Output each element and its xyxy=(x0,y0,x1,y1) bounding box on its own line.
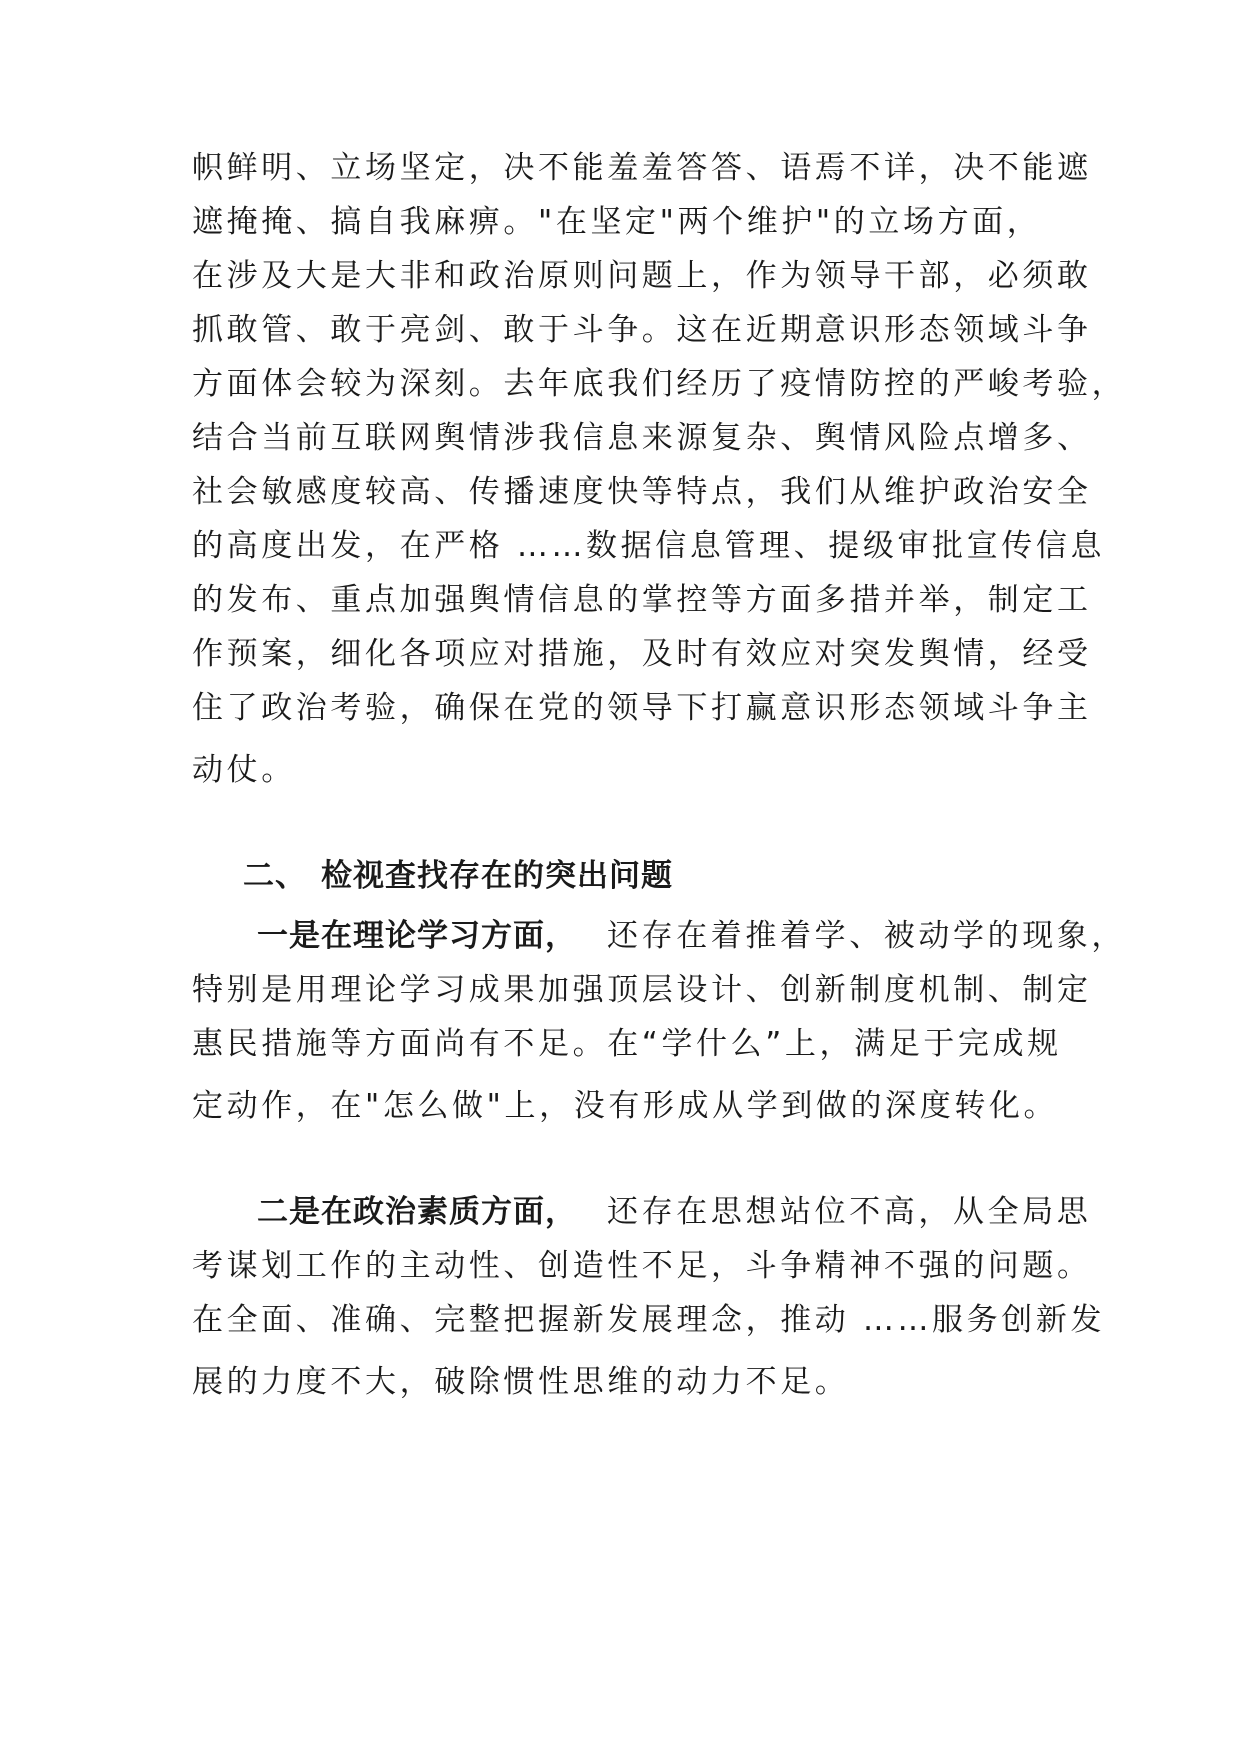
paragraph-2-lead: 一是在理论学习方面， xyxy=(257,918,577,954)
paragraph-1-line-10: 作预案，细化各项应对措施，及时有效应对突发舆情，经受 xyxy=(192,636,1092,672)
paragraph-3-line-3: 在全面、准确、完整把握新发展理念，推动 ……服务创新发 xyxy=(192,1302,1106,1338)
paragraph-1-line-9: 的发布、重点加强舆情信息的掌控等方面多措并举，制定工 xyxy=(192,582,1092,618)
paragraph-1-line-1: 帜鲜明、立场坚定，决不能羞羞答答、语焉不详，决不能遮 xyxy=(192,150,1092,186)
paragraph-1-line-11: 住了政治考验，确保在党的领导下打赢意识形态领域斗争主 xyxy=(192,690,1092,726)
paragraph-2-line-3: 惠民措施等方面尚有不足。在“学什么”上，满足于完成规 xyxy=(192,1026,1062,1062)
paragraph-3-lead: 二是在政治素质方面， xyxy=(257,1194,577,1230)
paragraph-1-line-2: 遮掩掩、搞自我麻痹。"在坚定"两个维护"的立场方面， xyxy=(192,204,1042,240)
paragraph-1-line-6: 结合当前互联网舆情涉我信息来源复杂、舆情风险点增多、 xyxy=(192,420,1092,456)
paragraph-2-first-rest: 还存在着推着学、被动学的现象， xyxy=(607,918,1126,954)
paragraph-1-line-8: 的高度出发，在严格 ……数据信息管理、提级审批宣传信息 xyxy=(192,528,1106,564)
paragraph-2-line-4: 定动作，在"怎么做"上，没有形成从学到做的深度转化。 xyxy=(192,1088,1059,1124)
paragraph-1-line-5: 方面体会较为深刻。去年底我们经历了疫情防控的严峻考验， xyxy=(192,366,1127,402)
paragraph-1-line-12: 动仗。 xyxy=(192,752,296,788)
paragraph-3-first-rest: 还存在思想站位不高，从全局思 xyxy=(607,1194,1092,1230)
paragraph-2-line-1 xyxy=(257,916,1126,956)
paragraph-3-line-2: 考谋划工作的主动性、创造性不足，斗争精神不强的问题。 xyxy=(192,1248,1092,1284)
section-title: 检视查找存在的突出问题 xyxy=(321,858,673,894)
paragraph-3-line-4: 展的力度不大，破除惯性思维的动力不足。 xyxy=(192,1364,850,1400)
section-heading xyxy=(243,856,673,896)
paragraph-3-line-1 xyxy=(257,1192,1091,1232)
paragraph-2-line-2: 特别是用理论学习成果加强顶层设计、创新制度机制、制定 xyxy=(192,972,1092,1008)
section-number: 二、 xyxy=(243,858,307,894)
paragraph-1-line-3: 在涉及大是大非和政治原则问题上，作为领导干部，必须敢 xyxy=(192,258,1092,294)
paragraph-1-line-7: 社会敏感度较高、传播速度快等特点，我们从维护政治安全 xyxy=(192,474,1092,510)
paragraph-1-line-4: 抓敢管、敢于亮剑、敢于斗争。这在近期意识形态领域斗争 xyxy=(192,312,1092,348)
